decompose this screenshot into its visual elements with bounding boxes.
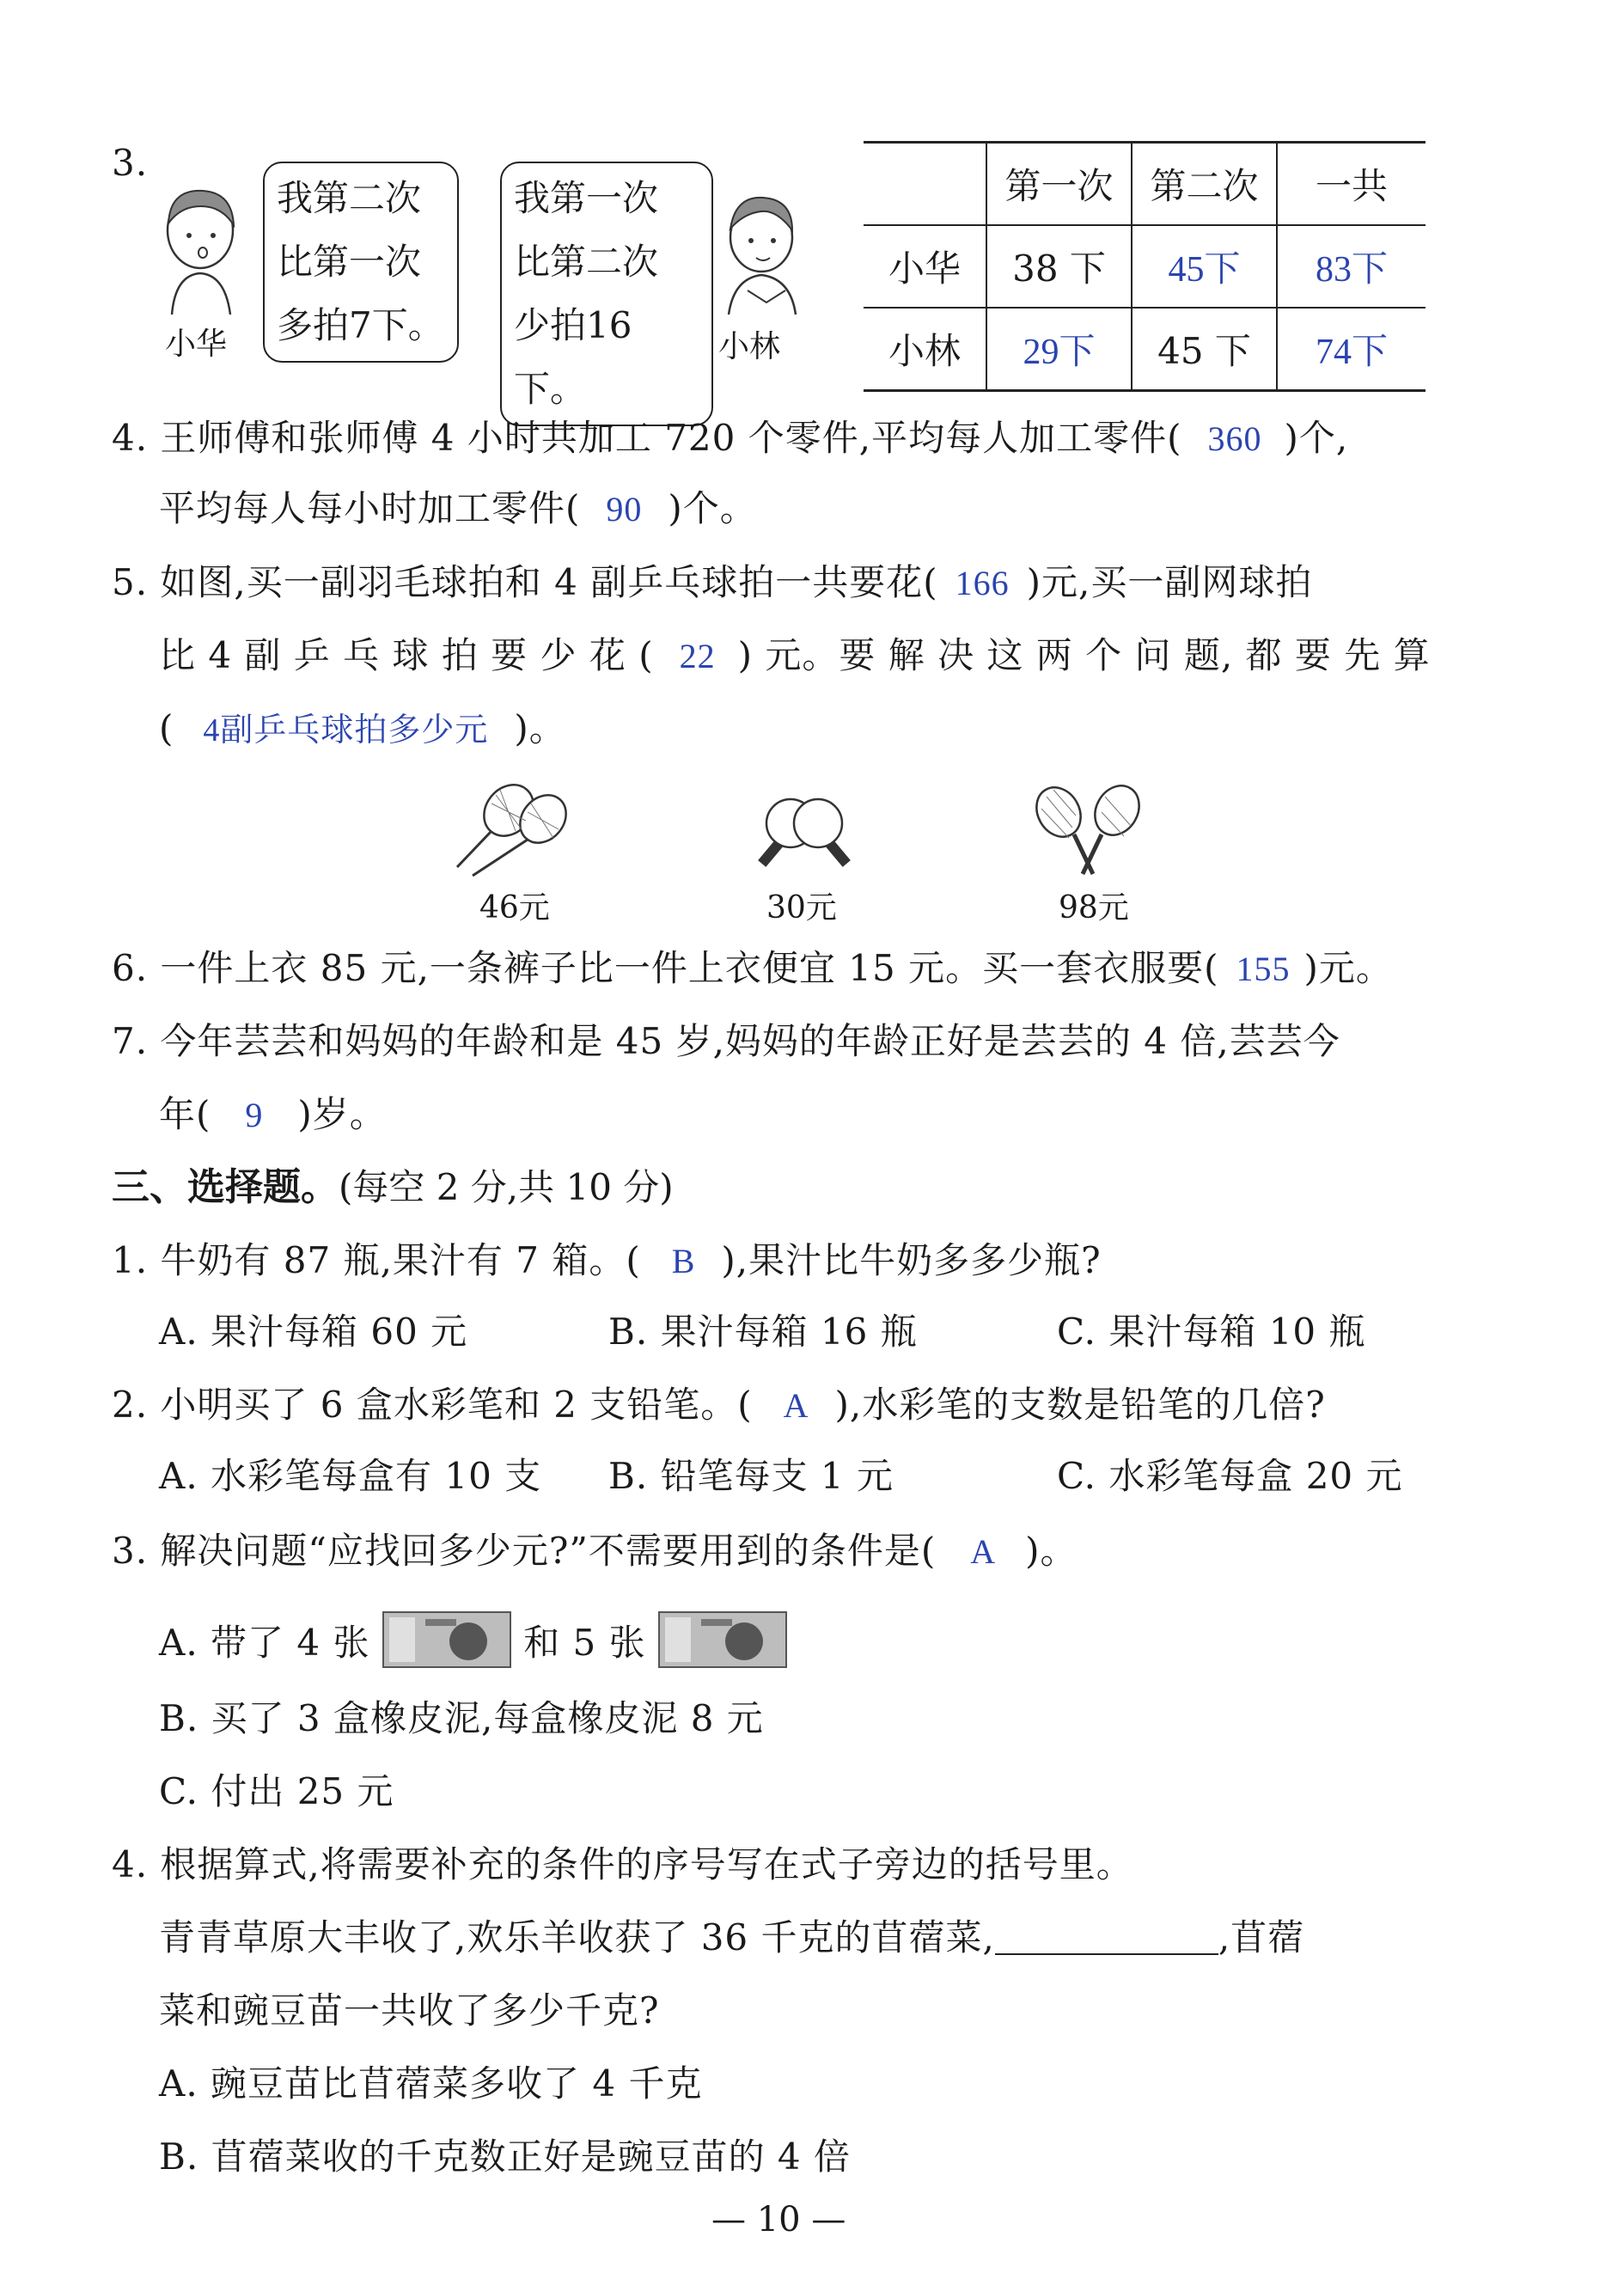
answer-cell: 74下 [1277, 308, 1426, 391]
section-score-note: (每空 2 分,共 10 分) [339, 1166, 674, 1208]
bubble-line: 比第一次 [277, 241, 422, 283]
xiaolin-name: 小林 [718, 329, 781, 364]
badminton-racket-icon [449, 778, 577, 881]
c4-problem-line2: 菜和豌豆苗一共收了多少千克? [159, 1989, 660, 2032]
q7-line1: 7. 今年芸芸和妈妈的年龄和是 45 岁,妈妈的年龄正好是芸芸的 4 倍,芸芸今 [112, 1020, 1340, 1062]
q5-text: )。 [514, 707, 566, 749]
c2-question [112, 1379, 1326, 1432]
table-cell: 45 下 [1132, 308, 1277, 391]
q7-text: )岁。 [297, 1093, 387, 1135]
boy-xiaolin-icon [713, 189, 808, 318]
c2-text: 2. 小明买了 6 盒水彩笔和 2 支铅笔。( [112, 1384, 753, 1426]
table-header-row [864, 143, 1426, 226]
answer-value: 155 [1236, 950, 1291, 988]
badminton-price: 46元 [479, 890, 550, 926]
answer-value: 9 [245, 1096, 264, 1134]
answer-value: 4副乒乓球拍多少元 [203, 712, 489, 749]
answer-value: A [970, 1532, 997, 1571]
jump-rope-table [864, 141, 1426, 392]
answer-value: B [671, 1242, 696, 1280]
c4-option-b: B. 苜蓿菜收的千克数正好是豌豆苗的 4 倍 [159, 2136, 851, 2178]
q6-text: 6. 一件上衣 85 元,一条裤子比一件上衣便宜 15 元。买一套衣服要( [112, 947, 1219, 989]
table-header-cell: 一共 [1277, 143, 1426, 226]
c2-text: ),水彩笔的支数是铅笔的几倍? [834, 1384, 1326, 1426]
c3-text: A. 带了 4 张 [159, 1622, 370, 1664]
c3-text: 3. 解决问题“应找回多少元?”不需要用到的条件是( [112, 1530, 937, 1572]
table-row [864, 308, 1426, 391]
answer-cell: 45下 [1132, 225, 1277, 308]
q6-line [112, 943, 1393, 995]
q4-text: )个, [1284, 417, 1349, 459]
q4-line1 [112, 412, 1348, 465]
c2-option-c: C. 水彩笔每盒 20 元 [1057, 1455, 1403, 1497]
answer-value: A [783, 1386, 809, 1425]
xiaohua-speech-bubble [263, 162, 459, 363]
c2-option-b: B. 铅笔每支 1 元 [608, 1455, 894, 1497]
answer-cell: 83下 [1277, 225, 1426, 308]
c4-instruction: 4. 根据算式,将需要补充的条件的序号写在式子旁边的括号里。 [112, 1843, 1133, 1885]
banknote-icon [658, 1609, 787, 1671]
c4-text: ,苜蓿 [1218, 1916, 1305, 1958]
q3-number: 3. [112, 142, 149, 184]
answer-value: 22 [679, 637, 716, 675]
q5-text: 5. 如图,买一副羽毛球拍和 4 副乒乓球拍一共要花( [112, 561, 938, 603]
q5-text: )元,买一副网球拍 [1026, 561, 1313, 603]
c1-option-c: C. 果汁每箱 10 瓶 [1057, 1311, 1366, 1353]
c1-option-a: A. 果汁每箱 60 元 [159, 1311, 468, 1353]
answer-value: 360 [1207, 419, 1262, 458]
ping-pong-price: 30元 [766, 890, 837, 926]
table-header-cell: 第一次 [986, 143, 1132, 226]
tennis-price: 98元 [1059, 890, 1129, 926]
row-label: 小林 [888, 330, 961, 372]
c3-option-a [159, 1609, 787, 1671]
answer-value: 166 [955, 564, 1010, 602]
tennis-racket-icon [1023, 778, 1151, 881]
c3-option-b: B. 买了 3 盒橡皮泥,每盒橡皮泥 8 元 [159, 1697, 764, 1739]
row-label: 小华 [888, 247, 961, 290]
c3-option-c: C. 付出 25 元 [159, 1770, 394, 1812]
table-header-cell [864, 143, 986, 226]
answer-value: 90 [606, 490, 643, 529]
c4-problem-line1 [159, 1912, 1304, 1964]
q5-line1 [112, 557, 1312, 609]
c1-text: 1. 牛奶有 87 瓶,果汁有 7 箱。( [112, 1239, 641, 1281]
q5-line2 [159, 630, 1431, 682]
section-heading: 三、选择题。 [112, 1165, 339, 1209]
c3-text: )。 [1025, 1530, 1078, 1572]
c2-option-a: A. 水彩笔每盒有 10 支 [159, 1455, 542, 1497]
q7-line2 [159, 1089, 387, 1141]
table-row [864, 225, 1426, 308]
table-cell: 38 下 [986, 225, 1132, 308]
c3-text: 和 5 张 [523, 1622, 646, 1664]
c1-text: ),果汁比牛奶多多少瓶? [721, 1239, 1102, 1281]
xiaohua-name: 小华 [165, 327, 228, 362]
c4-text: 青青草原大丰收了,欢乐羊收获了 36 千克的苜蓿菜, [159, 1916, 995, 1958]
q5-text: ) 元。要 解 决 这 两 个 问 题, 都 要 先 算 [737, 634, 1431, 676]
bubble-line: 多拍7下。 [277, 304, 444, 346]
c4-option-a: A. 豌豆苗比苜蓿菜多收了 4 千克 [159, 2062, 703, 2105]
bubble-line: 少拍16下。 [514, 304, 632, 410]
q4-text: 平均每人每小时加工零件( [159, 487, 581, 529]
c1-option-b: B. 果汁每箱 16 瓶 [608, 1311, 918, 1353]
bubble-line: 我第一次 [514, 177, 659, 219]
banknote-icon [382, 1609, 511, 1671]
table-header-cell: 第二次 [1132, 143, 1277, 226]
bubble-line: 我第二次 [277, 177, 422, 219]
q5-line3 [159, 703, 566, 756]
answer-blank [995, 1919, 1218, 1955]
bubble-line: 比第二次 [514, 241, 659, 283]
page-number: — 10 — [711, 2200, 846, 2239]
q7-text: 年( [159, 1093, 211, 1135]
q4-text: )个。 [668, 487, 757, 529]
boy-xiaohua-icon [153, 180, 247, 318]
xiaolin-speech-bubble [500, 162, 713, 426]
section-title [112, 1162, 674, 1213]
q4-line2 [159, 483, 757, 535]
ping-pong-paddle-icon [748, 791, 859, 877]
c1-question [112, 1235, 1102, 1287]
q5-text: ( [159, 707, 174, 749]
answer-cell: 29下 [986, 308, 1132, 391]
q6-text: )元。 [1303, 947, 1393, 989]
c3-question [112, 1525, 1078, 1578]
q4-text: 4. 王师傅和张师傅 4 小时共加工 720 个零件,平均每人加工零件( [112, 417, 1182, 459]
q5-text: 比 4 副 乒 乓 球 拍 要 少 花 ( [159, 634, 654, 676]
